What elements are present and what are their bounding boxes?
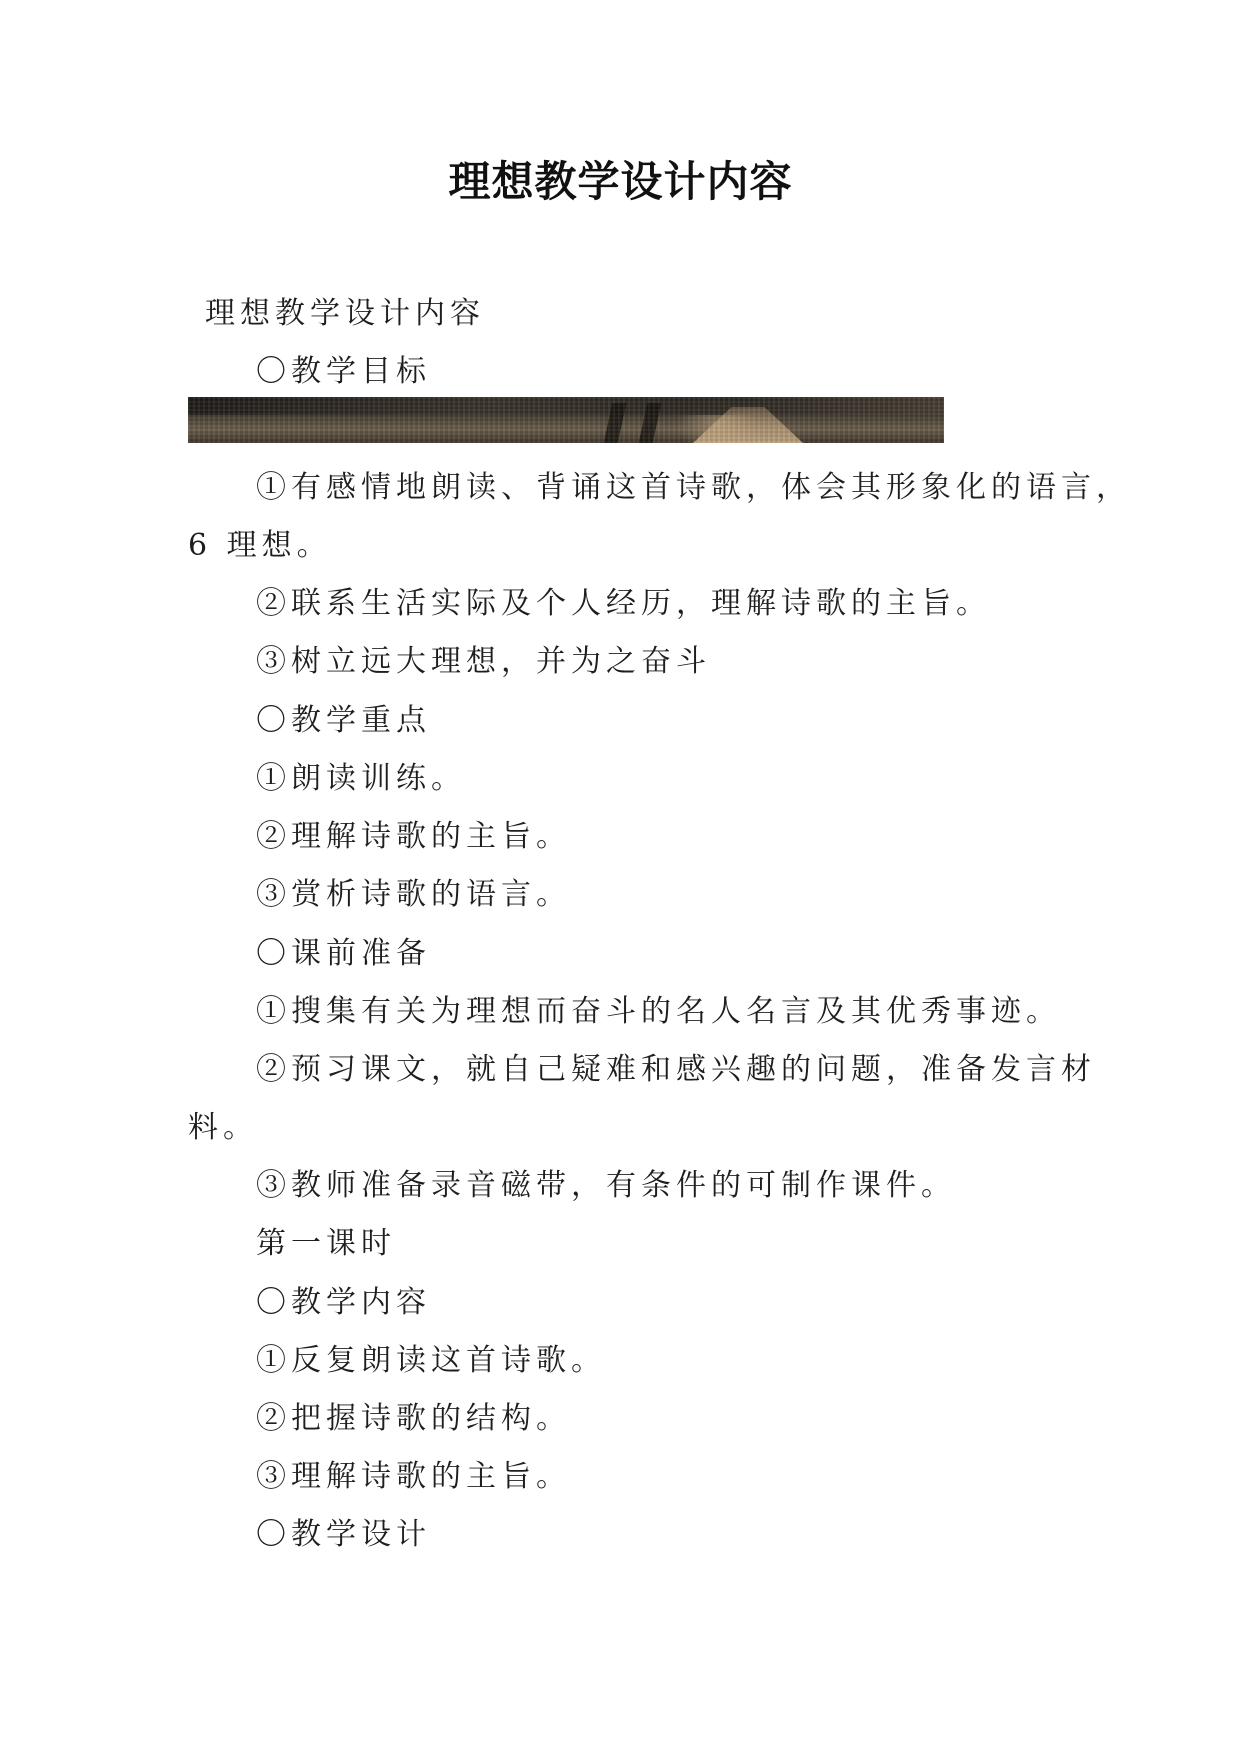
list-item: ①朗读训练。 bbox=[256, 761, 466, 796]
section-heading-teaching-design: 〇教学设计 bbox=[256, 1517, 431, 1552]
list-item: ②联系生活实际及个人经历，理解诗歌的主旨。 bbox=[256, 586, 991, 621]
list-item: ③理解诗歌的主旨。 bbox=[256, 1459, 571, 1494]
list-item: ①搜集有关为理想而奋斗的名人名言及其优秀事迹。 bbox=[256, 994, 1061, 1029]
section-heading-preparation: 〇课前准备 bbox=[256, 936, 431, 971]
list-item: ③树立远大理想，并为之奋斗 bbox=[256, 644, 711, 679]
banner-image bbox=[188, 397, 944, 443]
section-heading-key-points: 〇教学重点 bbox=[256, 703, 431, 738]
list-item: ①反复朗读这首诗歌。 bbox=[256, 1343, 606, 1378]
banner-texture bbox=[188, 397, 944, 443]
section-heading-teaching-goals: 〇教学目标 bbox=[256, 354, 431, 389]
section-heading-teaching-content: 〇教学内容 bbox=[256, 1285, 431, 1320]
list-item: ①有感情地朗读、背诵这首诗歌，体会其形象化的语言， bbox=[256, 470, 1131, 505]
lesson-heading: 第一课时 bbox=[256, 1226, 396, 1261]
list-item: ②理解诗歌的主旨。 bbox=[256, 819, 571, 854]
document-subtitle: 理想教学设计内容 bbox=[205, 296, 485, 331]
list-item: ②预习课文，就自己疑难和感兴趣的问题，准备发言材 bbox=[256, 1052, 1096, 1087]
list-item: 6 理想。 bbox=[188, 528, 332, 563]
list-item: ③教师准备录音磁带，有条件的可制作课件。 bbox=[256, 1168, 956, 1203]
list-item: 料。 bbox=[188, 1110, 258, 1145]
document-title: 理想教学设计内容 bbox=[448, 157, 793, 206]
list-item: ③赏析诗歌的语言。 bbox=[256, 877, 571, 912]
list-item: ②把握诗歌的结构。 bbox=[256, 1401, 571, 1436]
